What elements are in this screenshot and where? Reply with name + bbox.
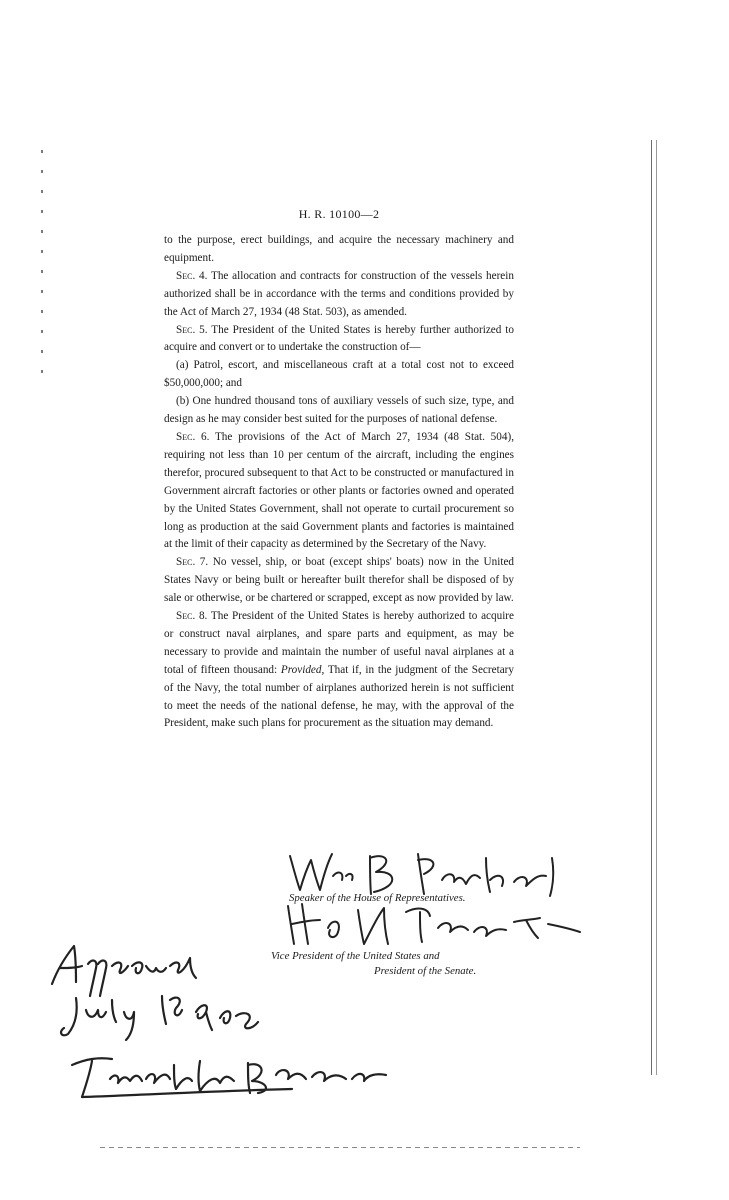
bill-text — [164, 232, 514, 733]
vice-president-caption-line2: President of the Senate. — [374, 965, 477, 977]
section-text: The President of the United States is hereby further authorized to acquire and convert or to undertake the construction of— — [164, 323, 514, 354]
section-label: Sec. 6. — [176, 430, 210, 443]
clause-b — [164, 393, 514, 429]
section-label: Sec. 4. — [176, 269, 208, 282]
president-signature — [62, 1045, 392, 1103]
section-text: The provisions of the Act of March 27, 1934 (48 Stat. 504), requiring not less than 10 per centum of the aircraft, including the engines therefor, procured subsequent to that Act to be constructed or manufactured in Government aircraft factories or other plants or factories owned and operated by the United States Government, shall not operate to curtail procurement so long as production at the said Government plants and factories is maintained at the limit of their capacity as determined by the Secretary of the Navy. — [164, 430, 514, 551]
section-7 — [164, 554, 514, 608]
section-text: No vessel, ship, or boat (except ships' boats) now in the United States Navy or being built or hereafter built therefor shall be disposed of by sale or otherwise, or be chartered or scrapped, except as now provided by law. — [164, 556, 515, 605]
vice-president-caption-line1: Vice President of the United States and — [271, 950, 440, 962]
section-6 — [164, 429, 514, 554]
section-label: Sec. 5. — [176, 323, 208, 336]
paragraph-continuation — [164, 232, 514, 268]
section-label: Sec. 7. — [176, 556, 209, 569]
section-5 — [164, 322, 514, 358]
section-4 — [164, 268, 514, 322]
proviso-emphasis: Provided, — [280, 663, 325, 676]
clause-text: (a) Patrol, escort, and miscellaneous craft at a total cost not to exceed $50,000,000; and — [164, 359, 514, 390]
page-header: H. R. 10100—2 — [298, 207, 380, 221]
approval-handwriting — [46, 938, 306, 1048]
clause-a — [164, 357, 514, 393]
bottom-scan-line — [100, 1147, 580, 1148]
section-text: The President of the United States is hereby authorized to acquire or construct naval airplanes, and spare parts and equipment, as may be necessary to provide and maintain the number of useful naval airplanes at a total of fifteen thousand: — [164, 610, 514, 676]
scan-margin-dots — [41, 150, 43, 380]
scan-edge-line — [651, 140, 652, 1075]
scan-edge-line-2 — [656, 140, 657, 1075]
section-label: Sec. 8. — [176, 610, 208, 623]
section-8 — [164, 608, 514, 733]
section-text: The allocation and contracts for construction of the vessels herein authorized shall be in accordance with the terms and conditions provided by the Act of March 27, 1934 (48 Stat. 503), as amended. — [164, 269, 514, 318]
speaker-caption: Speaker of the House of Representatives. — [289, 892, 466, 904]
paragraph-text: to the purpose, erect buildings, and acquire the necessary machinery and equipment. — [164, 234, 514, 264]
vice-president-signature — [268, 898, 583, 950]
clause-text: (b) One hundred thousand tons of auxiliary vessels of such size, type, and design as he may consider best suited for the purposes of national defense. — [164, 395, 514, 426]
section-text-continued: That if, in the judgment of the Secretary of the Navy, the total number of airplanes authorized herein is not sufficient to meet the needs of the national defense, he may, with the approval of the President, make such plans for procurement as the situation may demand. — [164, 663, 514, 730]
